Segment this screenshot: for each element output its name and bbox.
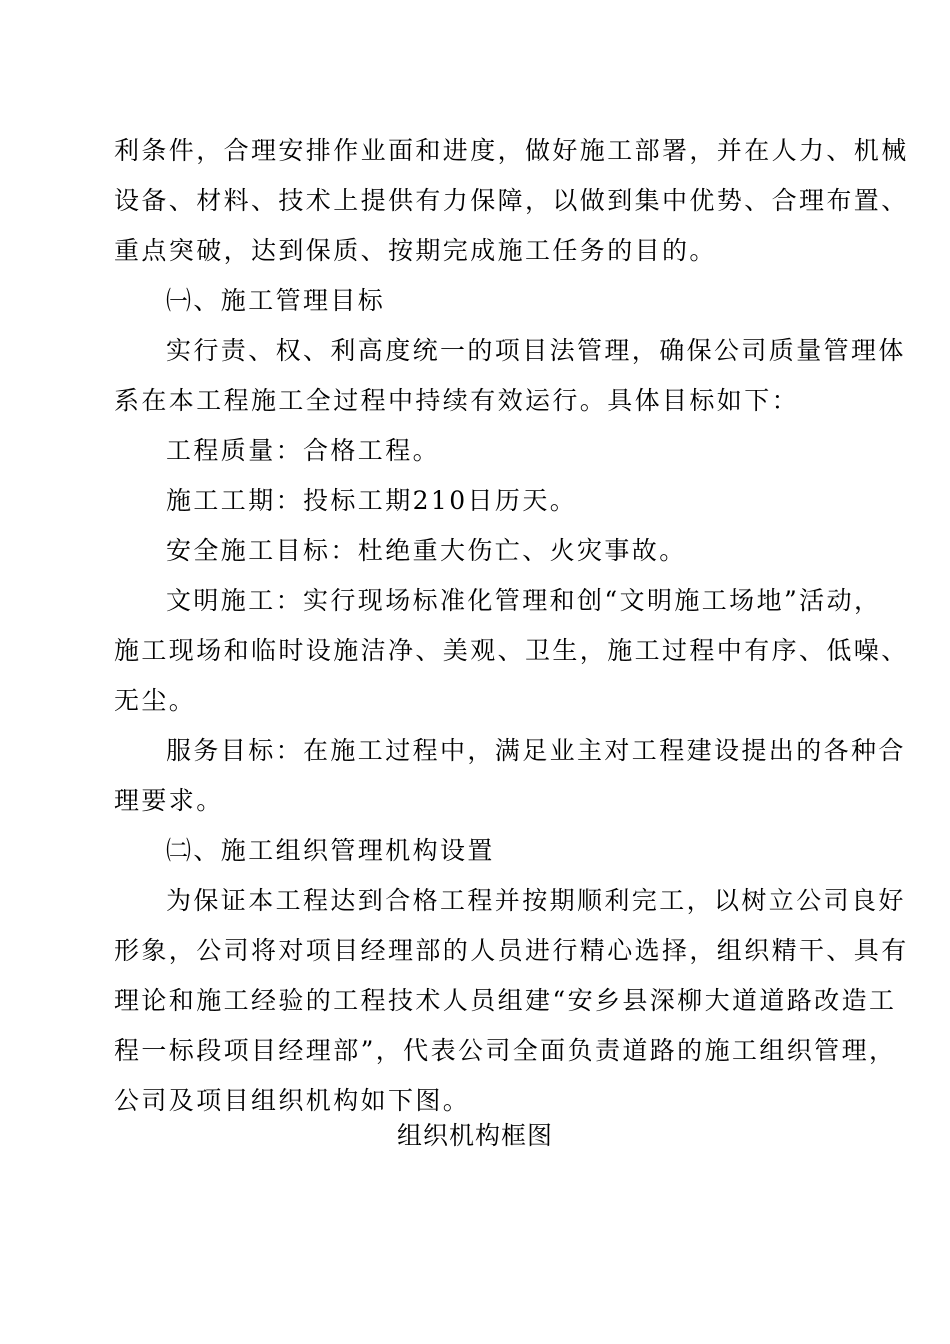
paragraph-line: 理要求。 — [114, 786, 224, 815]
section-heading: ㈠、施工管理目标 — [166, 286, 386, 315]
section-heading: ㈡、施工组织管理机构设置 — [166, 836, 495, 865]
paragraph-line: 系在本工程施工全过程中持续有效运行。具体目标如下： — [114, 386, 800, 415]
paragraph-line: 施工工期：投标工期210日历天。 — [166, 486, 578, 515]
paragraph-line: 安全施工目标：杜绝重大伤亡、火灾事故。 — [166, 536, 687, 565]
paragraph-line: 重点突破，达到保质、按期完成施工任务的目的。 — [114, 236, 717, 265]
paragraph-line: 文明施工：实行现场标准化管理和创“文明施工场地”活动， — [166, 586, 882, 615]
paragraph-line: 无尘。 — [114, 686, 197, 715]
paragraph-line: 实行责、权、利高度统一的项目法管理，确保公司质量管理体 — [166, 336, 906, 365]
paragraph-line: 服务目标：在施工过程中，满足业主对工程建设提出的各种合 — [166, 736, 906, 765]
paragraph-line: 公司及项目组织机构如下图。 — [114, 1086, 471, 1115]
figure-title: 组织机构框图 — [396, 1121, 553, 1150]
paragraph-line: 设备、材料、技术上提供有力保障，以做到集中优势、合理布置、 — [114, 186, 909, 215]
paragraph-line: 施工现场和临时设施洁净、美观、卫生，施工过程中有序、低噪、 — [114, 636, 909, 665]
paragraph-line: 利条件，合理安排作业面和进度，做好施工部署，并在人力、机械 — [114, 136, 909, 165]
paragraph-line: 理论和施工经验的工程技术人员组建“安乡县深柳大道道路改造工 — [114, 986, 897, 1015]
paragraph-line: 程一标段项目经理部”，代表公司全面负责道路的施工组织管理， — [114, 1036, 897, 1065]
paragraph-line: 为保证本工程达到合格工程并按期顺利完工，以树立公司良好 — [166, 886, 906, 915]
paragraph-line: 形象，公司将对项目经理部的人员进行精心选择，组织精干、具有 — [114, 936, 909, 965]
paragraph-line: 工程质量：合格工程。 — [166, 436, 441, 465]
